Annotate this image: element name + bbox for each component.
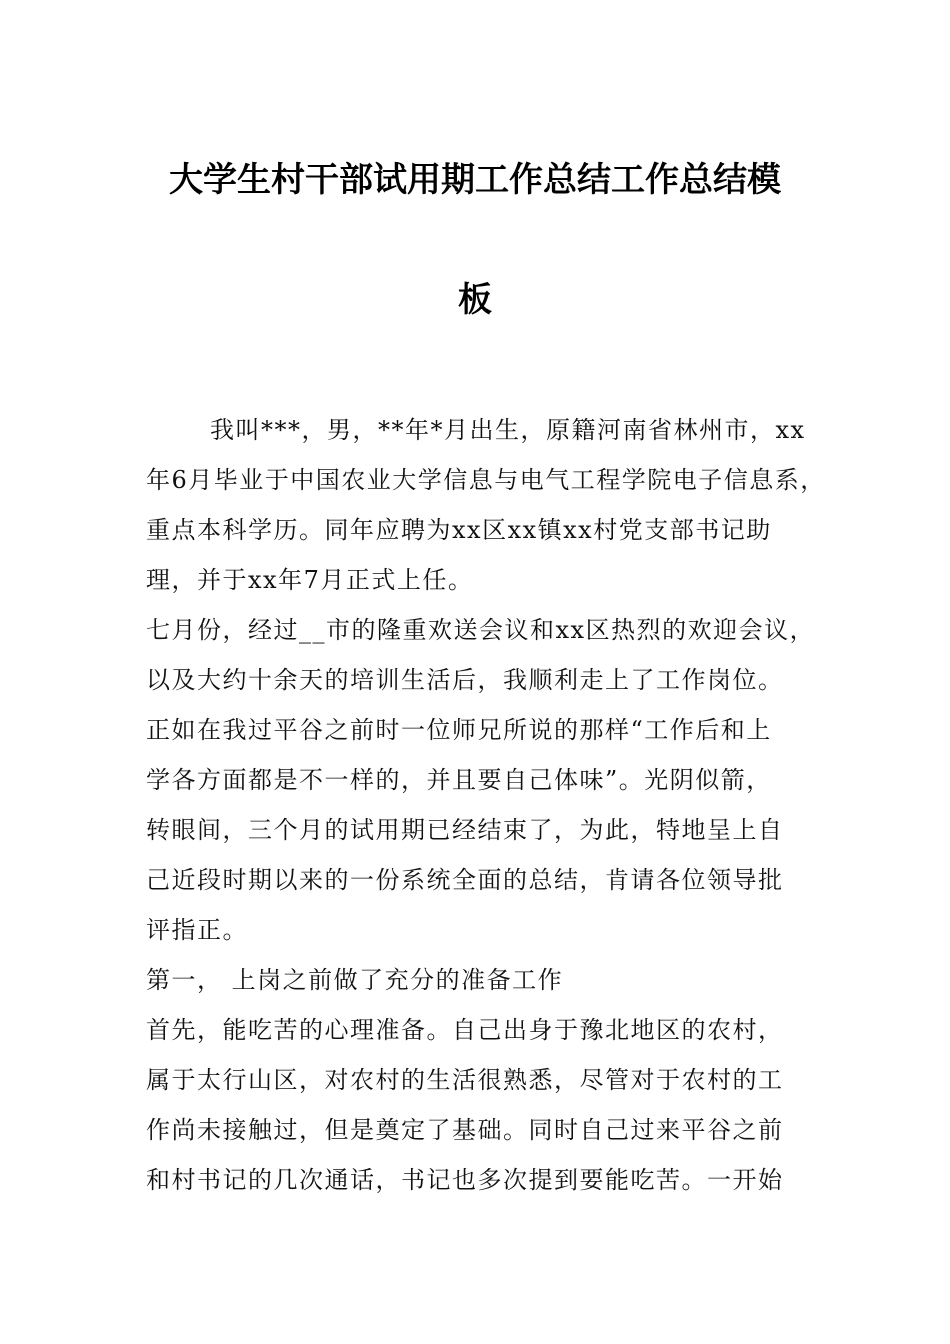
paragraph-line-3: 重点本科学历。同年应聘为xx区xx镇xx村党支部书记助 (146, 516, 772, 544)
paragraph-line-7: 正如在我过平谷之前时一位师兄所说的那样“工作后和上 (146, 716, 772, 744)
paragraph-line-13: 属于太行山区，对农村的生活很熟悉，尽管对于农村的工 (146, 1066, 784, 1094)
paragraph-line-8: 学各方面都是不一样的，并且要自己体味”。光阴似箭， (146, 766, 772, 794)
paragraph-line-12: 首先，能吃苦的心理准备。自己出身于豫北地区的农村， (146, 1016, 784, 1044)
document-title-line-1: 大学生村干部试用期工作总结工作总结模 (169, 160, 781, 200)
paragraph-line-5: 七月份，经过__市的隆重欢送会议和xx区热烈的欢迎会议， (146, 616, 816, 644)
paragraph-line-14: 作尚未接触过，但是奠定了基础。同时自己过来平谷之前 (146, 1116, 784, 1144)
paragraph-line-4: 理，并于xx年7月正式上任。 (146, 566, 474, 594)
paragraph-line-10: 己近段时期以来的一份系统全面的总结，肯请各位领导批 (146, 866, 784, 894)
paragraph-line-15: 和村书记的几次通话，书记也多次提到要能吃苦。一开始 (146, 1166, 784, 1194)
document-title-line-2: 板 (458, 280, 492, 320)
paragraph-line-1: 我叫***，男，**年*月出生，原籍河南省林州市，xx (210, 416, 806, 444)
paragraph-line-2: 年6月毕业于中国农业大学信息与电气工程学院电子信息系， (146, 466, 826, 494)
paragraph-line-9: 转眼间，三个月的试用期已经结束了，为此，特地呈上自 (146, 816, 784, 844)
section-heading-1: 第一， 上岗之前做了充分的准备工作 (146, 966, 564, 994)
paragraph-line-6: 以及大约十余天的培训生活后，我顺利走上了工作岗位。 (146, 666, 784, 694)
paragraph-line-11: 评指正。 (146, 916, 248, 944)
